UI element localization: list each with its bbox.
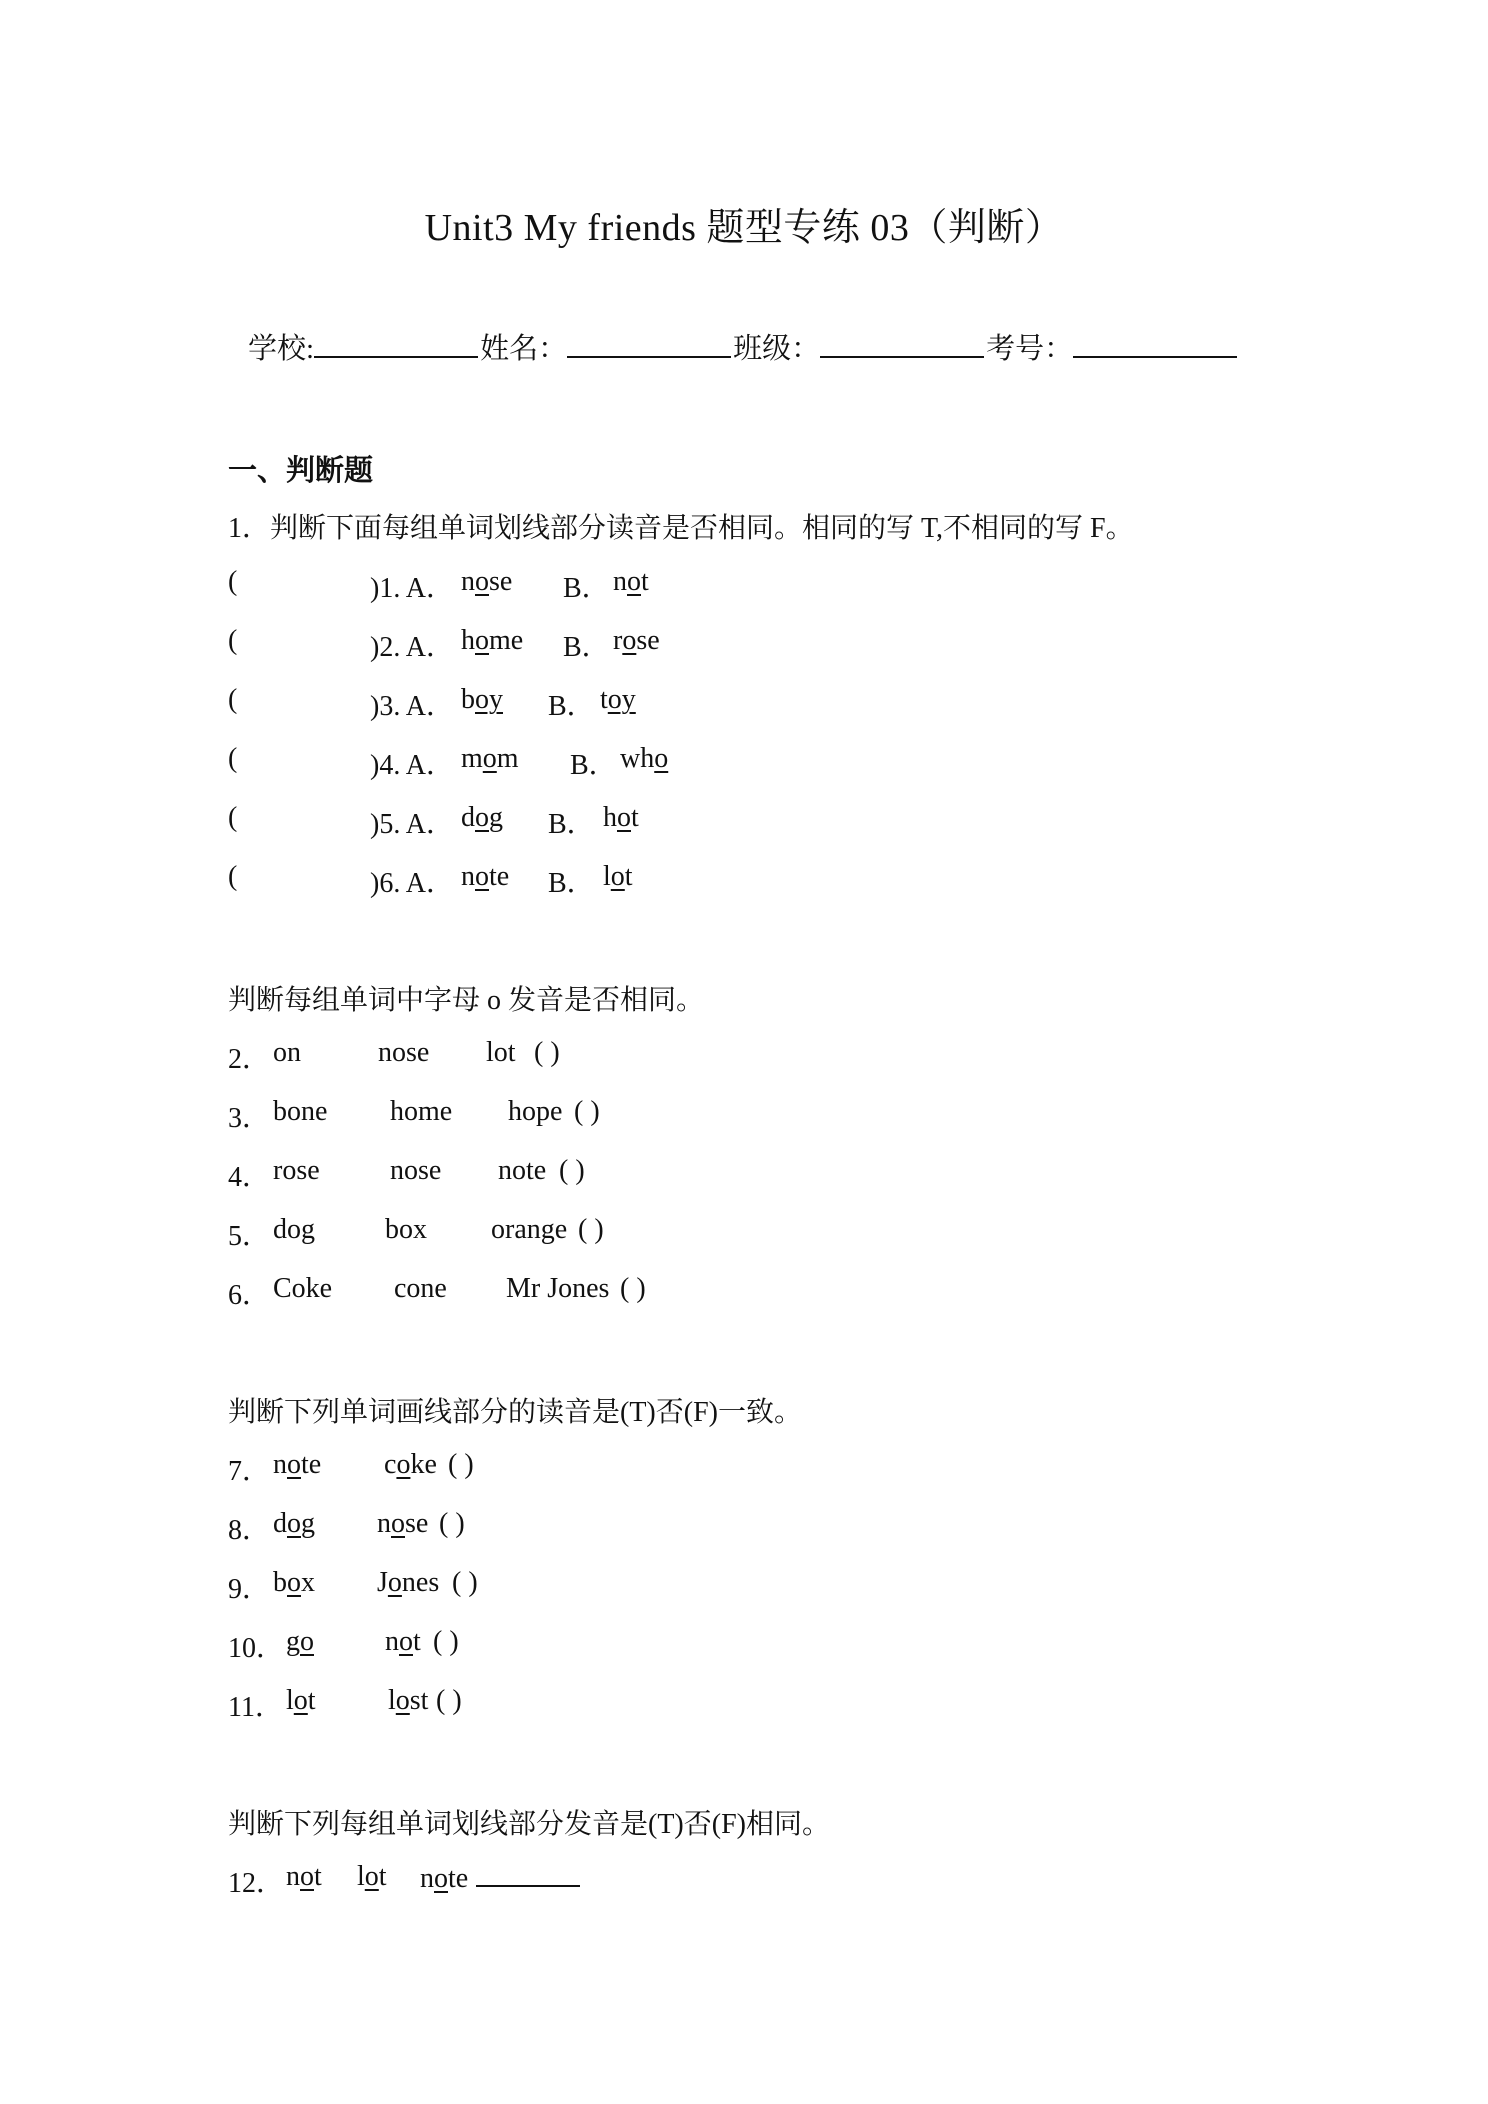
worksheet-page: Unit3 My friends 题型专练 03（判断） 学校: 姓名： 班级： 考号： 一、判断题 1．判断下面每组单词划线部分读音是否相同。相同的写 T,不相同的写 F。 ( )1. A． nose B． not ( )2. A． home B． rose ( )3. A． boy B． toy ( )4. A． mom B． who ( )5. A． dog B． hot ( )6. A． note B． lot 判断每组单词中字母 o 发音是否相同。 2． on nose lot ( ) 3． bone home hope ( ) 4． rose nose note ( ) 5． dog box orange ( ) 6． Coke cone Mr Jones ( ) 判断下列单词画线部分的读音是(T)否(F)一致。 7． note coke ( ) 8． dog nose ( ) 9． box Jones ( ) 10． go not ( ) 11． lot lost ( ) 判断下列每组单词划线部分发音是(T)否(F)相同。 12． not lot note xyxy=(0,0,1488,2104)
answer-paren[interactable]: ( ) xyxy=(436,1685,462,1716)
q1-instruction-text: 判断下面每组单词划线部分读音是否相同。相同的写 T,不相同的写 F。 xyxy=(270,513,1134,544)
answer-paren[interactable]: ( ) xyxy=(620,1273,646,1304)
name-blank[interactable] xyxy=(567,330,731,358)
answer-paren[interactable]: ( xyxy=(228,861,238,892)
option-b-label: B． xyxy=(563,632,610,663)
name-label: 姓名： xyxy=(480,333,568,365)
word-b: hot xyxy=(603,802,639,833)
school-label: 学校: xyxy=(248,333,315,365)
q1-instruction xyxy=(228,506,1134,546)
item-number: )4. A． xyxy=(370,750,455,781)
option-b-label: B． xyxy=(548,809,595,840)
item-number: )5. A． xyxy=(370,809,455,840)
exam-number-label: 考号： xyxy=(986,333,1074,365)
word-b: toy xyxy=(600,684,636,715)
answer-paren[interactable]: ( ) xyxy=(578,1214,604,1245)
option-b-label: B． xyxy=(563,573,610,604)
answer-paren[interactable]: ( xyxy=(228,684,238,715)
word-a: boy xyxy=(461,684,503,715)
word-b: rose xyxy=(613,625,660,656)
answer-paren[interactable]: ( xyxy=(228,625,238,656)
word-a: mom xyxy=(461,743,519,774)
item-number: )6. A． xyxy=(370,868,455,899)
q1-number: 1． xyxy=(228,513,271,544)
option-b-label: B． xyxy=(548,691,595,722)
class-label: 班级： xyxy=(733,333,821,365)
part3-instruction: 判断下列单词画线部分的读音是(T)否(F)一致。 xyxy=(228,1397,802,1428)
word-a: dog xyxy=(461,802,503,833)
exam-number-blank[interactable] xyxy=(1073,330,1237,358)
answer-paren[interactable]: ( xyxy=(228,566,238,597)
option-b-label: B． xyxy=(548,868,595,899)
word-b: who xyxy=(620,743,669,774)
answer-paren[interactable]: ( ) xyxy=(439,1508,465,1539)
answer-blank[interactable] xyxy=(476,1861,580,1887)
part2-instruction: 判断每组单词中字母 o 发音是否相同。 xyxy=(228,985,705,1016)
page-title: Unit3 My friends 题型专练 03（判断） xyxy=(424,207,1064,249)
answer-paren[interactable]: ( ) xyxy=(559,1155,585,1186)
word-a: home xyxy=(461,625,524,656)
word-a: note xyxy=(461,861,510,892)
answer-paren[interactable]: ( ) xyxy=(534,1037,560,1068)
word-b: lot xyxy=(603,861,633,892)
answer-paren[interactable]: ( xyxy=(228,802,238,833)
answer-paren[interactable]: ( ) xyxy=(574,1096,600,1127)
word-a: nose xyxy=(461,566,513,597)
item-number: )1. A． xyxy=(370,573,455,604)
part4-instruction: 判断下列每组单词划线部分发音是(T)否(F)相同。 xyxy=(228,1809,830,1840)
word-b: not xyxy=(613,566,649,597)
class-blank[interactable] xyxy=(820,330,984,358)
item-number: )2. A． xyxy=(370,632,455,663)
answer-paren[interactable]: ( ) xyxy=(433,1626,459,1657)
section-heading: 一、判断题 xyxy=(228,455,374,487)
student-info-row xyxy=(248,326,1239,367)
option-b-label: B． xyxy=(570,750,617,781)
answer-paren[interactable]: ( xyxy=(228,743,238,774)
answer-paren[interactable]: ( ) xyxy=(452,1567,478,1598)
answer-paren[interactable]: ( ) xyxy=(448,1449,474,1480)
item-number: )3. A． xyxy=(370,691,455,722)
school-blank[interactable] xyxy=(314,330,478,358)
